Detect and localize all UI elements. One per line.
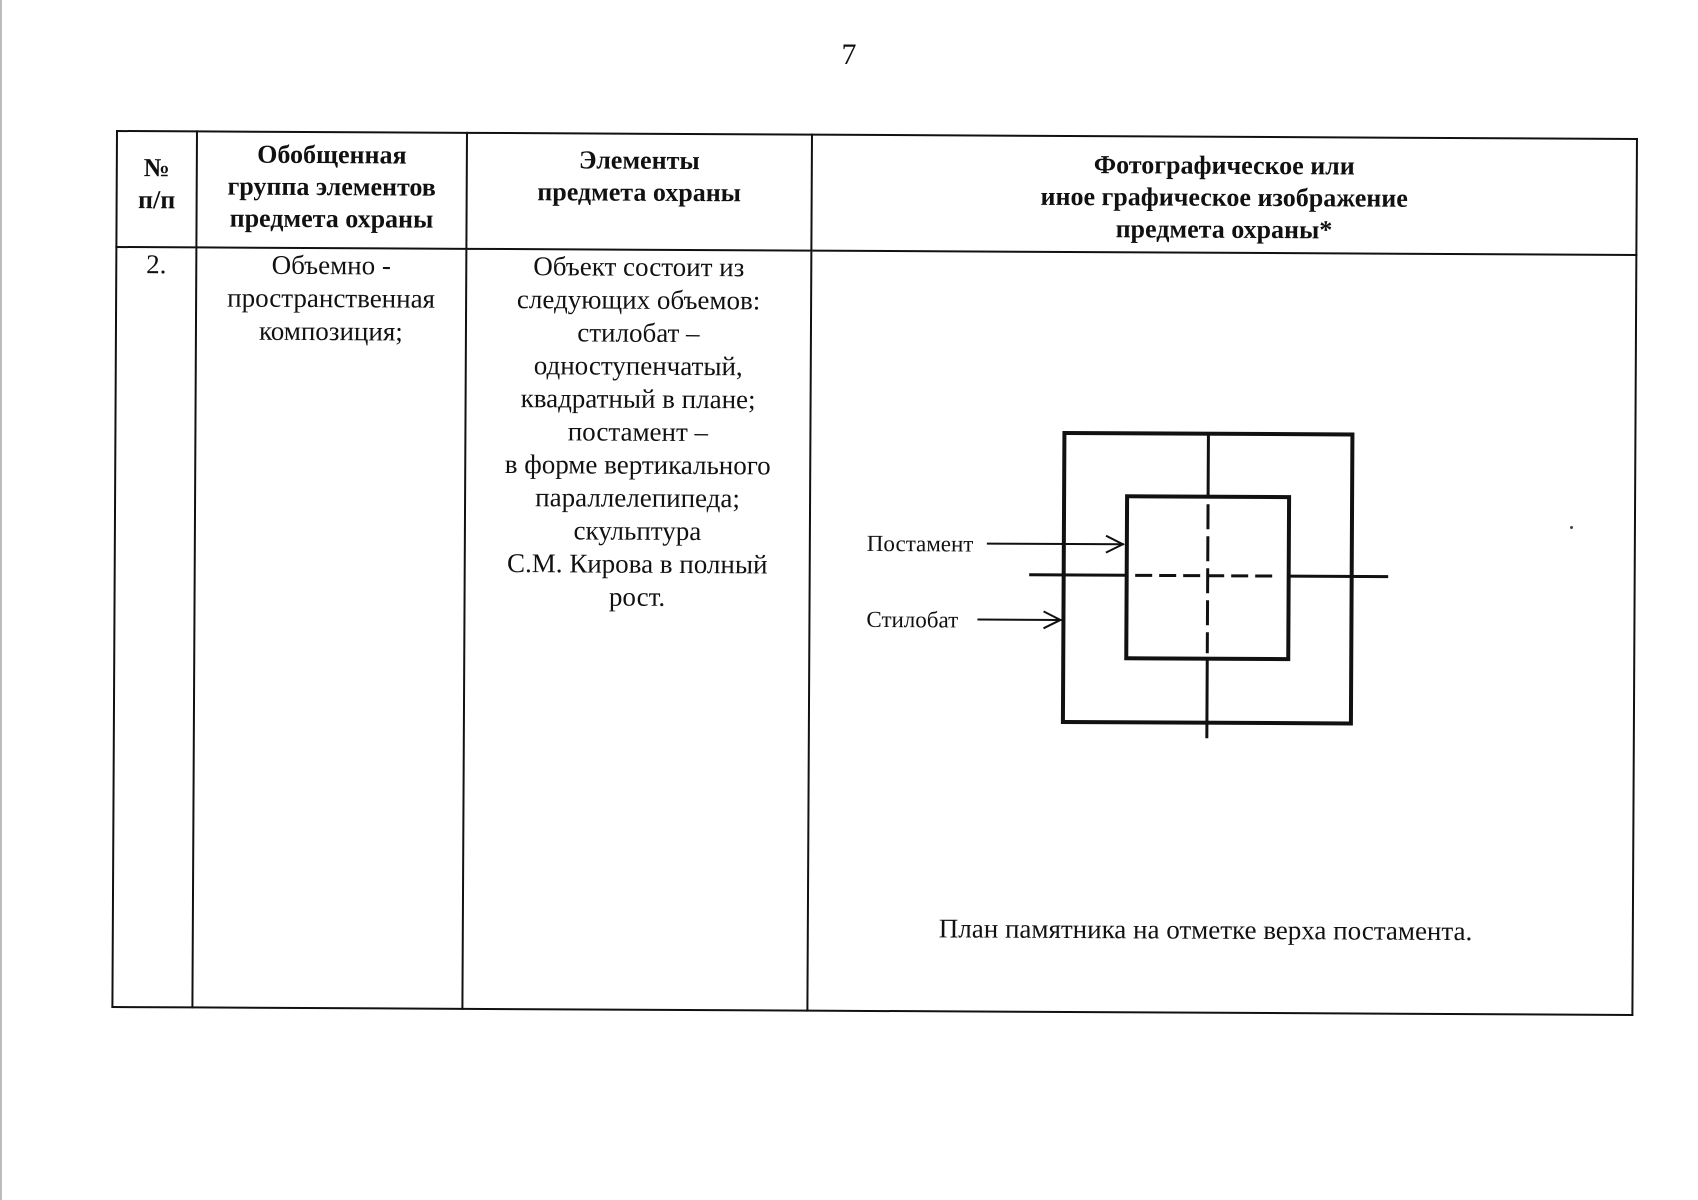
axis-horizontal-right: [1289, 576, 1387, 577]
row-drawing: [807, 251, 1636, 1015]
page-number: 7: [841, 38, 857, 71]
header-line: Фотографическое или: [1093, 150, 1355, 181]
stylobate-label: Стилобат: [866, 606, 959, 633]
cell-line: постамент –: [567, 416, 709, 448]
drawing-caption: План памятника на отметке верха постамента.: [938, 913, 1473, 947]
cell-line: в форме вертикального: [504, 449, 771, 481]
header-line: иное графическое изображение: [1040, 181, 1408, 213]
axis-horizontal-left: [1031, 575, 1127, 576]
cell-line: одноступенчатый,: [533, 350, 743, 382]
cell-line: стилобат –: [577, 317, 700, 349]
cell-line: Объемно -: [271, 249, 392, 281]
scan-speck: [1570, 526, 1573, 529]
header-line: группа элементов: [227, 171, 436, 202]
header-num: [116, 131, 197, 247]
cell-line: скульптура: [573, 515, 702, 547]
cell-line: квадратный в плане;: [520, 383, 756, 415]
scan-edge: [0, 0, 2, 1200]
header-line: п/п: [137, 185, 176, 215]
cell-line: С.М. Кирова в полный: [506, 548, 768, 580]
axis-vertical-dashed: [1207, 506, 1208, 652]
header-line: предмета охраны: [229, 203, 434, 234]
header-line: №: [143, 153, 170, 183]
cell-line: параллелепипеда;: [535, 482, 741, 514]
protection-table: [111, 130, 1638, 1016]
cell-line: композиция;: [259, 315, 403, 347]
header-group: [196, 131, 467, 248]
postament-leader-line: [988, 544, 1123, 545]
header-line: Элементы: [578, 145, 700, 176]
postament-label: Постамент: [866, 530, 974, 557]
header-line: Обобщенная: [257, 139, 407, 170]
header-row: [116, 131, 1637, 255]
cell-line: следующих объемов:: [516, 284, 761, 316]
row-group: [192, 247, 466, 1008]
row-number: 2.: [112, 247, 196, 1007]
table-row: [112, 247, 1636, 1015]
cell-line: Объект состоит из: [533, 251, 745, 283]
header-elements: [466, 133, 812, 251]
header-line: предмета охраны: [537, 177, 742, 208]
row-elements: [462, 249, 811, 1011]
header-line: предмета охраны*: [1115, 214, 1333, 245]
header-photo: [811, 135, 1637, 255]
cell-line: рост.: [608, 581, 666, 612]
axis-horizontal-dashed: [1137, 575, 1281, 576]
cell-line: пространственная: [227, 282, 436, 314]
